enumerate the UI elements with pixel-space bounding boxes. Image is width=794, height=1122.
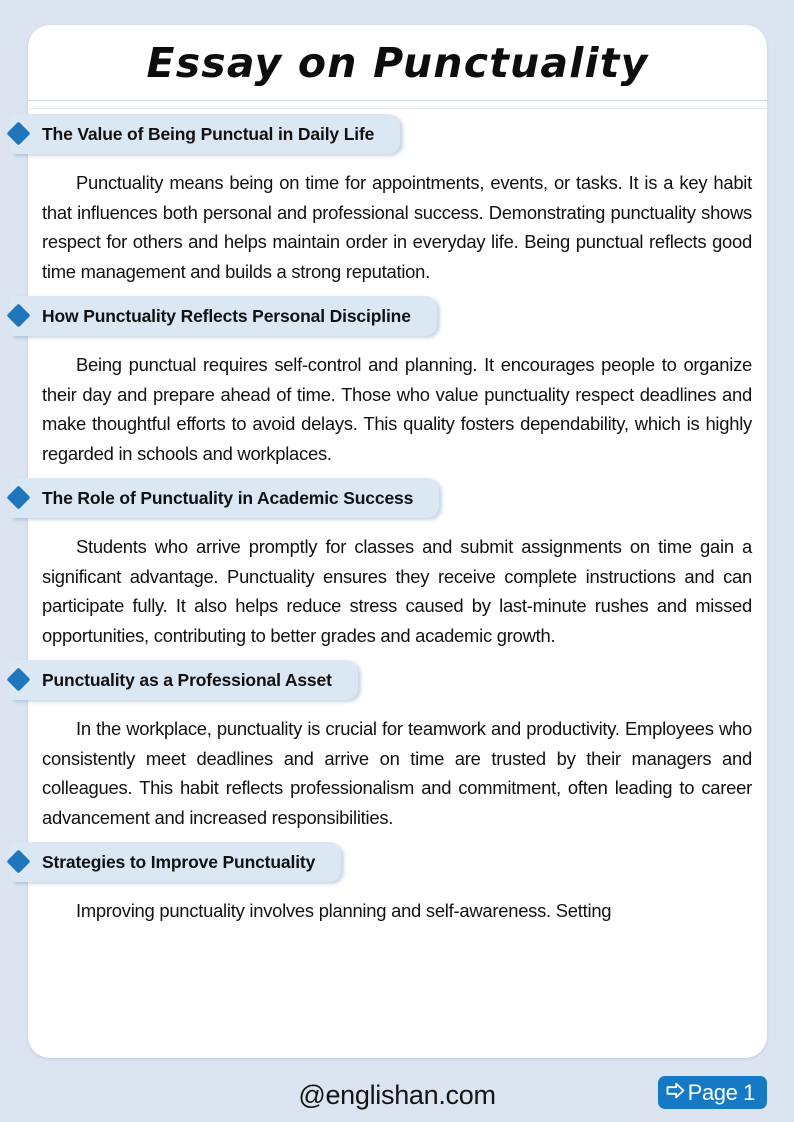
arrow-right-icon [666,1082,685,1104]
section-heading-2: How Punctuality Reflects Personal Discipline [42,305,411,326]
diamond-icon [6,485,30,509]
section-heading-row-3 [10,478,794,518]
section-2 [0,296,794,478]
site-credit: @englishan.com [298,1079,496,1110]
page-footer [0,1068,794,1122]
diamond-icon [6,849,30,873]
page-title: Essay on Punctuality [146,38,649,87]
section-body-5: Improving punctuality involves planning and self-awareness. Setting [76,900,612,921]
section-heading-pill-5 [10,842,341,882]
section-heading-3: The Role of Punctuality in Academic Success [42,487,414,508]
content-column [0,114,794,932]
diamond-icon [6,303,30,327]
section-heading-5: Strategies to Improve Punctuality [42,851,316,872]
section-heading-4: Punctuality as a Professional Asset [42,669,332,690]
section-heading-pill-2 [10,296,437,336]
section-1 [0,114,794,296]
section-body-4: In the workplace, punctuality is crucial for teamwork and productivity. Employees who consistently meet deadlines and arrive on time are trusted by their managers and colleagues. This habit reflects professionalism and commitment, often leading to career advancement and increased responsibilities. [42,718,752,828]
section-5 [0,842,794,932]
section-heading-row-5 [10,842,794,882]
section-heading-1: The Value of Being Punctual in Daily Life [42,123,375,144]
section-heading-pill-4 [10,660,358,700]
title-band [28,25,767,101]
section-heading-pill-1 [10,114,400,154]
section-4 [0,660,794,842]
page-number-label: Page 1 [687,1079,755,1105]
page-number-badge [658,1076,767,1109]
section-body-1: Punctuality means being on time for appointments, events, or tasks. It is a key habit that influences both personal and professional success. Demonstrating punctuality shows respect for others and helps maintain order in everyday life. Being punctual reflects good time management and builds a strong reputation. [42,172,752,282]
section-body-3: Students who arrive promptly for classes and submit assignments on time gain a significant advantage. Punctuality ensures they receive complete instructions and can participate fully. It also helps reduce stress caused by last-minute rushes and missed opportunities, contributing to better grades and academic growth. [42,536,752,646]
section-heading-row-2 [10,296,794,336]
diamond-icon [6,667,30,691]
section-heading-pill-3 [10,478,439,518]
title-divider [28,108,767,109]
diamond-icon [6,121,30,145]
section-heading-row-1 [10,114,794,154]
section-body-2: Being punctual requires self-control and planning. It encourages people to organize their day and prepare ahead of time. Those who value punctuality respect deadlines and make thoughtful efforts to avoid delays. This quality fosters dependability, which is highly regarded in schools and workplaces. [42,354,752,464]
section-3 [0,478,794,660]
section-heading-row-4 [10,660,794,700]
